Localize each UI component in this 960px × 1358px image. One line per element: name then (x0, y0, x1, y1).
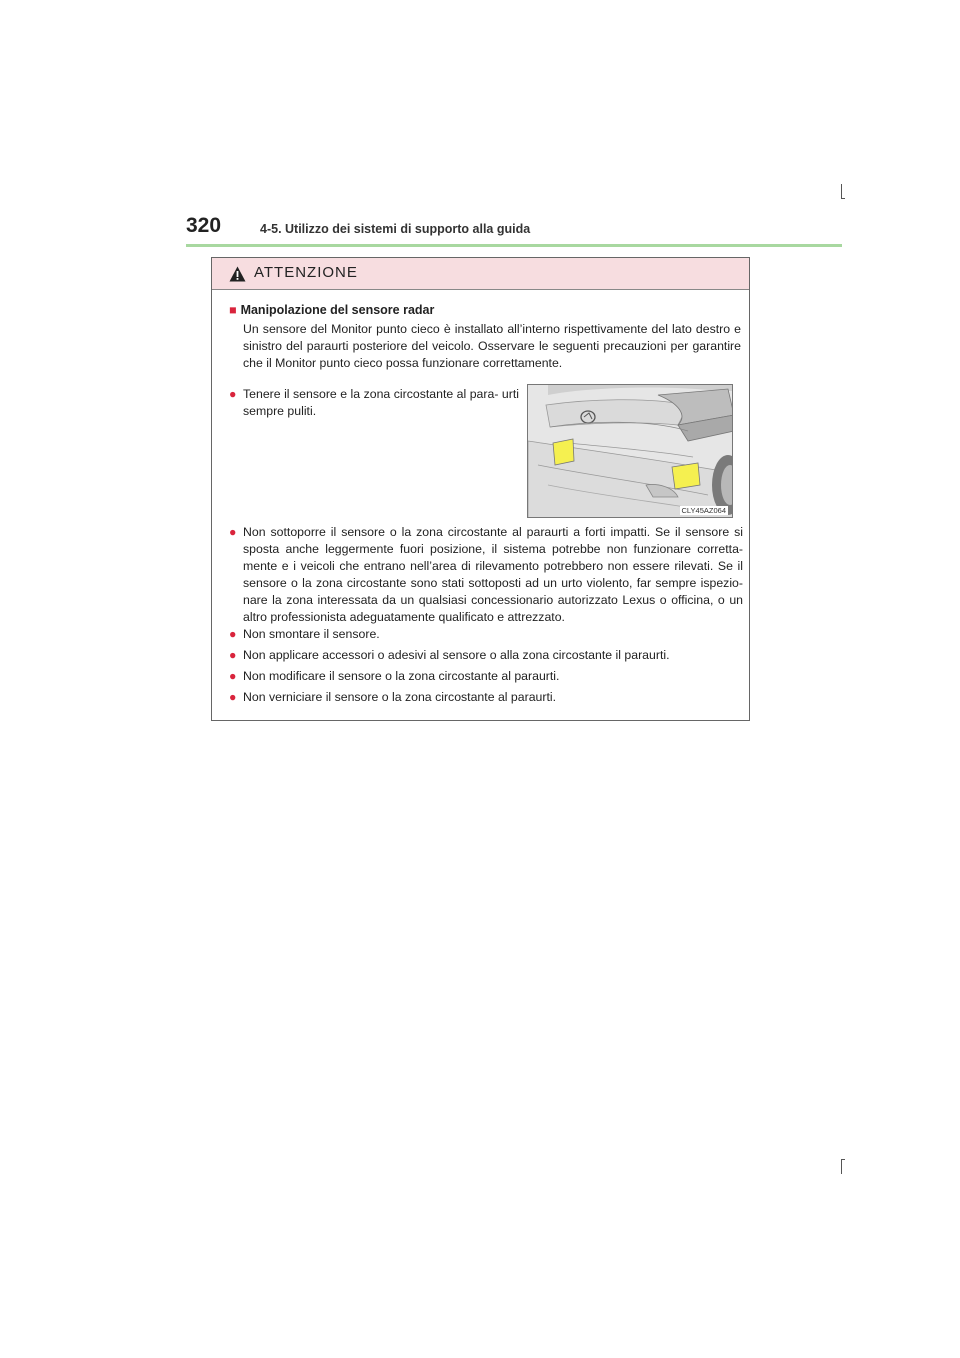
page-header (186, 214, 842, 246)
bullet-item (229, 386, 519, 420)
crop-mark-bottom-right-foot (841, 1159, 845, 1160)
car-rear-illustration (528, 385, 733, 518)
warning-title: ATTENZIONE (254, 264, 358, 281)
bullet-text: Non sottoporre il sensore o la zona circostante al paraurti a forti impatti. Se il sensore si sposta anche leggermente fuori posizione, il sistema potrebbe non funzionare corretta- mente e i veicoli che entrano nell’area di rilevamento potrebbero non essere rilevati. Se il sensore o la zona circostante sono stati sottoposti ad un urto violento, far sempre ispezio- nare la zona interessata da un qualsiasi concessionario autorizzato Lexus o officina, o un altro professionista adeguatamente qualificato e attrezzato. (243, 525, 743, 624)
warning-box (211, 257, 750, 721)
bullet-item (229, 647, 743, 664)
red-square-icon: ■ (229, 303, 237, 317)
subheading (229, 303, 434, 317)
subheading-text: Manipolazione del sensore radar (240, 303, 435, 317)
figure-code: CLY45AZ064 (681, 506, 726, 515)
section-title: 4-5. Utilizzo dei sistemi di supporto alla guida (260, 222, 531, 236)
bullet-text: Non applicare accessori o adesivi al sensore o alla zona circostante il paraurti. (243, 648, 670, 662)
warning-triangle-icon (229, 266, 246, 282)
red-dot-bullet-icon: ● (229, 627, 237, 641)
bumper-sensor-figure (527, 384, 733, 518)
bullet-text: Non modificare il sensore o la zona circostante al paraurti. (243, 669, 560, 683)
red-dot-bullet-icon: ● (229, 648, 237, 662)
bullet-text: Non smontare il sensore. (243, 627, 380, 641)
bullet-item (229, 668, 743, 685)
red-dot-bullet-icon: ● (229, 387, 237, 401)
header-rule (186, 244, 842, 247)
red-dot-bullet-icon: ● (229, 690, 237, 704)
crop-mark-bottom-right (841, 1159, 842, 1174)
bullet-item (229, 524, 743, 626)
bullet-item (229, 626, 743, 643)
page-number: 320 (186, 214, 222, 237)
red-dot-bullet-icon: ● (229, 525, 237, 539)
bullet-item (229, 689, 743, 706)
red-dot-bullet-icon: ● (229, 669, 237, 683)
crop-mark-top-right (841, 184, 842, 199)
intro-paragraph: Un sensore del Monitor punto cieco è installato all’interno rispettivamente del lato destro e sinistro del paraurti posteriore del veicolo. Osservare le seguenti precauzioni per garantire che il Monitor punto cieco possa funzionare correttamente. (243, 322, 741, 370)
warning-header (212, 258, 749, 290)
bullet-text: Tenere il sensore e la zona circostante al para- urti sempre puliti. (243, 387, 519, 418)
crop-mark-top-right-foot (841, 198, 845, 199)
bullet-text: Non verniciare il sensore o la zona circostante al paraurti. (243, 690, 557, 704)
